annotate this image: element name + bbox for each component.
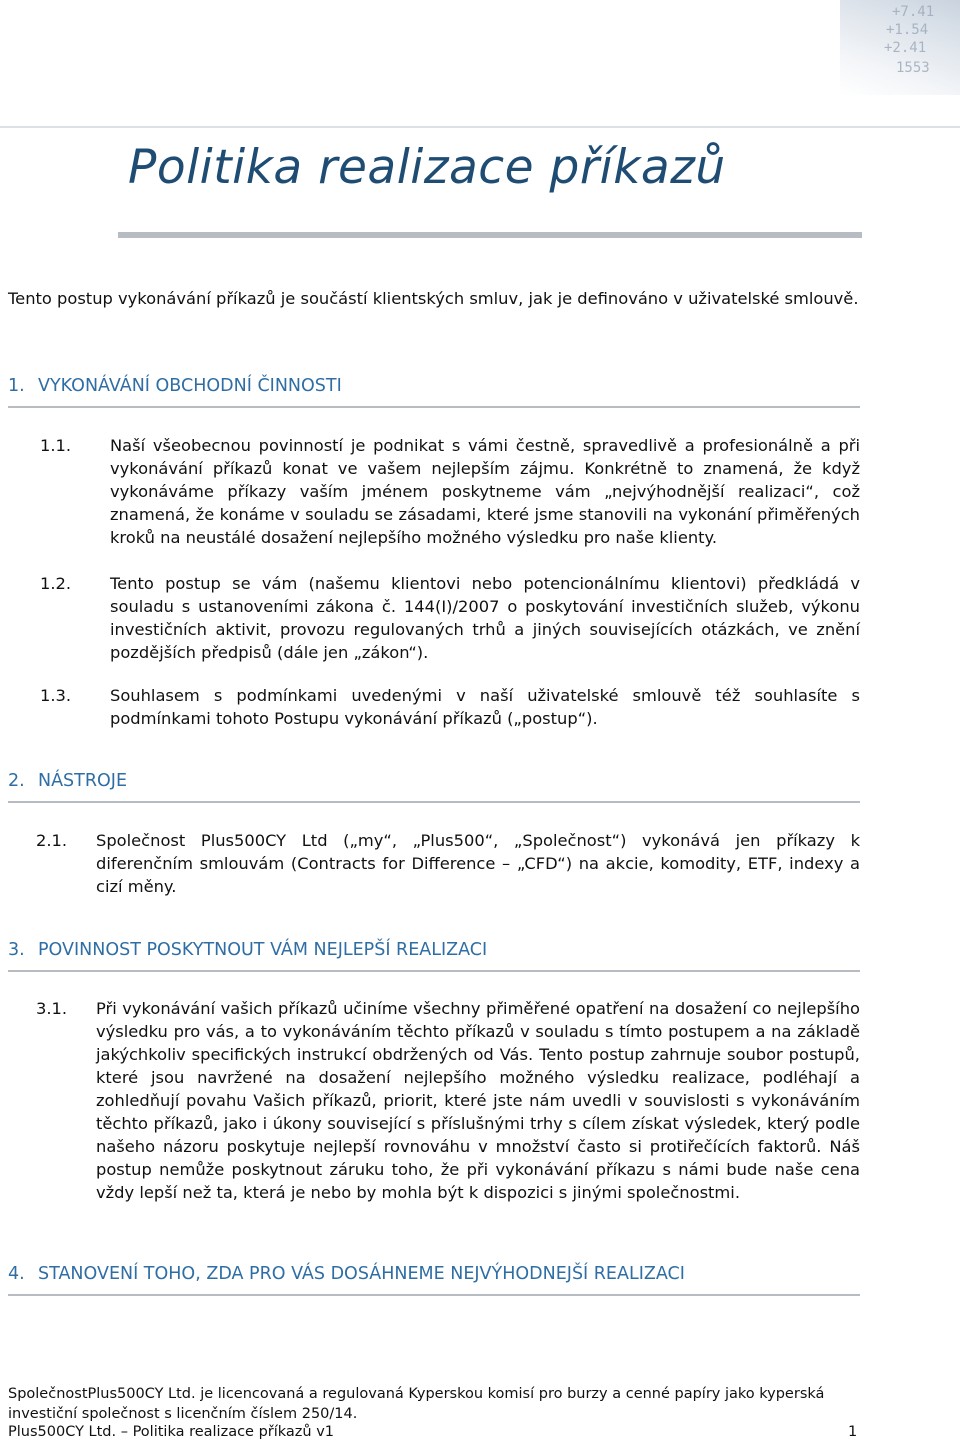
section-title: STANOVENÍ TOHO, ZDA PRO VÁS DOSÁHNEME NEJVÝHODNEJŠÍ REALIZACI [38, 1264, 685, 1284]
decoration-figure: +7.41 [892, 4, 935, 20]
clause-number: 2.1. [36, 831, 68, 850]
decoration-figure: +2.41 [884, 40, 927, 56]
clause-text: Tento postup se vám (našemu klientovi nebo potencionálnímu klientovi) předkládá v souladu s ustanoveními zákona č. 144(I)/2007 o poskytování investičních služeb, výkonu investičních aktivit, provozu regulovaných trhů a jiných souvisejících otázkách, ve znění pozdějších předpisů (dále jen „zákon“). [110, 574, 860, 662]
section-number: 3. [8, 940, 25, 960]
clause-text: Společnost Plus500CY Ltd („my“, „Plus500“, „Společnost“) vykonává jen příkazy k diferenčním smlouvám (Contracts for Difference – „CFD“) na akcie, komodity, ETF, indexy a cizí měny. [96, 831, 860, 896]
title-rule [118, 232, 862, 238]
clause-text: Souhlasem s podmínkami uvedenými v naší uživatelské smlouvě též souhlasíte s podmínkami tohoto Postupu vykonávání příkazů („postup“). [110, 686, 860, 728]
intro-paragraph: Tento postup vykonávání příkazů je součástí klientských smluv, jak je definováno v uživatelské smlouvě. [8, 289, 859, 308]
section-number: 2. [8, 771, 25, 791]
footer-license-number: investiční společnost s licenčním číslem 250/14. [8, 1406, 358, 1422]
section-heading [8, 376, 860, 408]
header-rule [0, 126, 960, 128]
header-decoration [840, 0, 960, 95]
clause-number: 1.3. [40, 686, 72, 705]
clause-number: 3.1. [36, 999, 68, 1018]
section-title: VYKONÁVÁNÍ OBCHODNÍ ČINNOSTI [38, 376, 342, 396]
section-heading [8, 771, 860, 803]
clause-text: Při vykonávání vašich příkazů učiníme všechny přiměřené opatření na dosažení co nejlepšího výsledku pro vás, a to vykonáváním těchto příkazů v souladu s tímto postupem a na základě jakýchkoliv specifických instrukcí obdržených od Vás. Tento postup zahrnuje soubor postupů, které jsou navržené na dosažení nejlepšího možného výsledku realizace, podléhají a zohledňují povahu Vašich příkazů, priorit, které jste nám uvedli v souvislosti s vykonáváním těchto příkazů, jako i úkony související s příslušnými trhy s cílem získat výsledek, který podle našeho názoru poskytuje nejlepší rovnováhu v množství často si protiřečících faktorů. Náš postup nemůže poskytnout záruku toho, že při vykonávání příkazu s námi bude naše cena vždy lepší než ta, která je nebo by mohla být k dispozici s jinými společnostmi. [96, 999, 860, 1202]
decoration-figure: 1553 [896, 60, 930, 76]
section-heading [8, 1264, 860, 1296]
page-number: 1 [848, 1424, 858, 1440]
section-heading [8, 940, 860, 972]
clause-number: 1.2. [40, 574, 72, 593]
section-number: 1. [8, 376, 25, 396]
section-number: 4. [8, 1264, 25, 1284]
decoration-figure: +1.54 [886, 22, 929, 38]
clause-number: 1.1. [40, 436, 72, 455]
section-title: NÁSTROJE [38, 771, 128, 791]
section-title: POVINNOST POSKYTNOUT VÁM NEJLEPŠÍ REALIZACI [38, 940, 488, 960]
clause-text: Naší všeobecnou povinností je podnikat s vámi čestně, spravedlivě a profesionálně a při vykonávání příkazů konat ve vašem nejlepším zájmu. Konkrétně to znamená, že když vykonáváme příkazy vaším jménem poskytneme vám „nejvýhodnější realizaci“, což znamená, že konáme v souladu se zásadami, které jsme stanovili na vykonání přiměřených kroků na neustálé dosažení nejlepšího možného výsledku pro naše klienty. [110, 436, 860, 547]
page-title: Politika realizace příkazů [128, 140, 726, 195]
footer-license: SpolečnostPlus500CY Ltd. je licencovaná a regulovaná Kyperskou komisí pro burzy a cenné papíry jako kyperská [8, 1386, 825, 1402]
footer-document-name: Plus500CY Ltd. – Politika realizace příkazů v1 [8, 1424, 335, 1440]
